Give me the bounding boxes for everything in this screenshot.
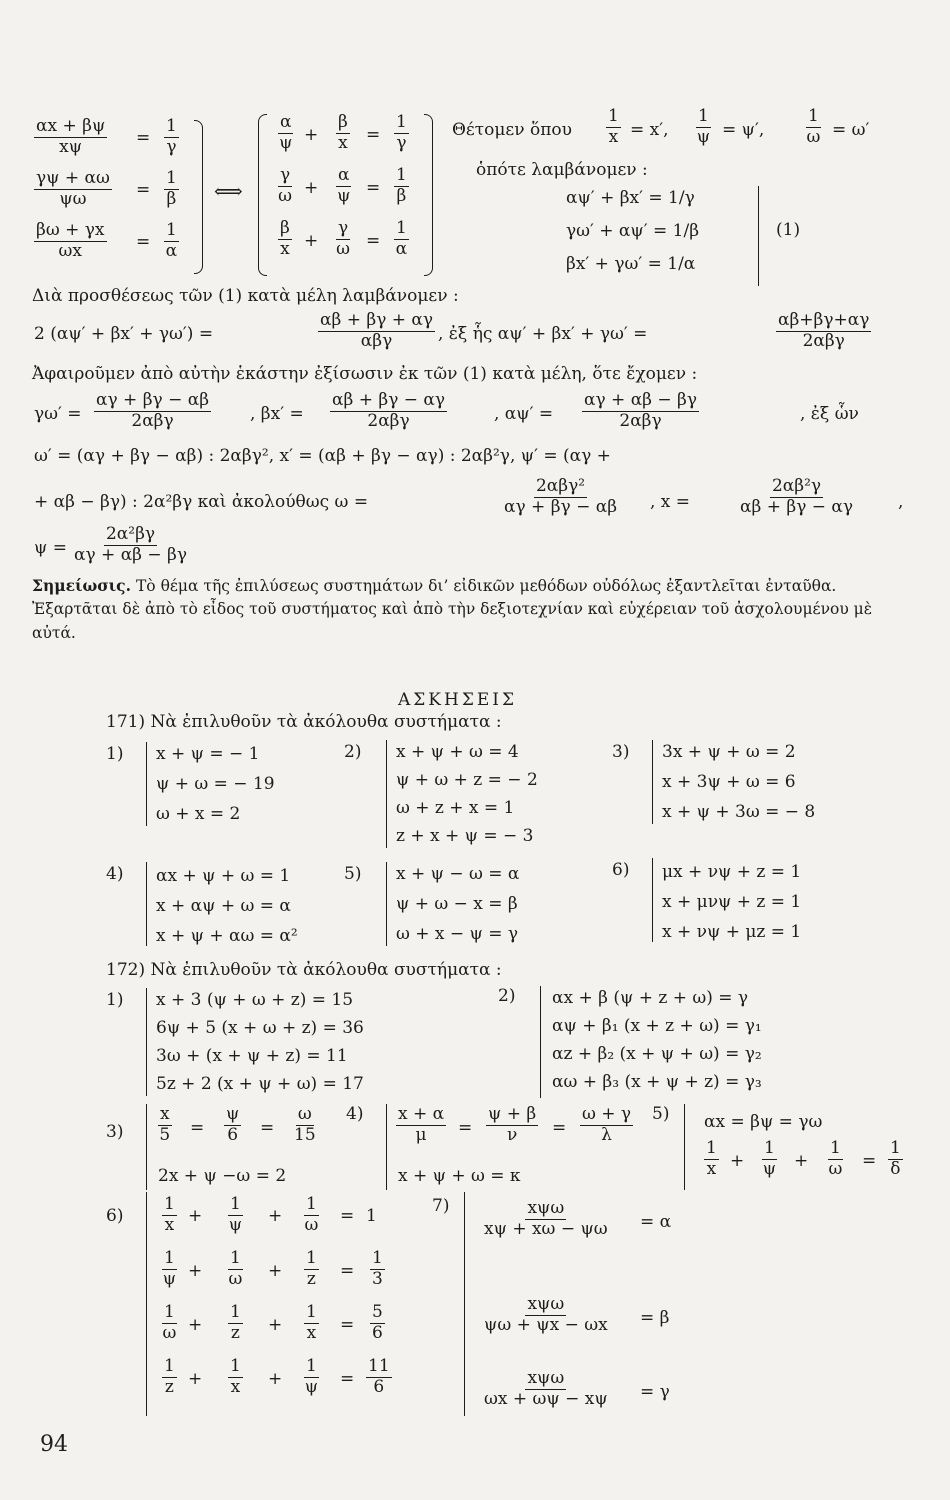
- plus: +: [268, 1206, 283, 1226]
- left-brace: [194, 120, 203, 274]
- text-line: γω′ =: [34, 404, 82, 424]
- left-frac: γψ + αω ψω: [36, 168, 110, 209]
- sys-row: μx + νψ + z = 1: [662, 862, 802, 882]
- eq: =: [136, 232, 151, 252]
- sys-row: αx + ψ + ω = 1: [156, 866, 291, 886]
- frac: 1 z: [230, 1302, 241, 1343]
- sys-label: 6): [106, 1206, 124, 1226]
- frac: α ψ: [279, 112, 293, 153]
- eq: =: [340, 1369, 355, 1389]
- sys-row: αω + β₃ (x + ψ + z) = γ₃: [552, 1072, 762, 1092]
- frac: 1 β: [396, 165, 407, 206]
- eq: =: [552, 1118, 567, 1138]
- eq: =: [190, 1118, 205, 1138]
- setting-text: Θέτομεν ὅπου: [452, 120, 572, 140]
- setting-value: = ψ′,: [722, 120, 765, 140]
- frac: β x: [338, 112, 348, 153]
- text-line: , ἐξ ὧν: [800, 404, 859, 424]
- note-body: Τὸ θέμα τῆς ἐπιλύσεως συστημάτων δι’ εἰδικῶν μεθόδων οὐδόλως ἐξαντλεῖται ἐνταῦθα. Ἐξαρτᾶται δὲ ἀπὸ τὸ εἶδος τοῦ συστήματος καὶ ἀπὸ τὴν δεξιοτεχνίαν καὶ εὐχέρειαν τοῦ ἀσχολουμένου μὲ αὐτά.: [32, 577, 873, 642]
- sys-row: x + ψ + 3ω = − 8: [662, 802, 816, 822]
- setting-value: = x′,: [630, 120, 669, 140]
- frac: αβ+βγ+αγ 2αβγ: [778, 310, 870, 351]
- frac: 11 6: [368, 1356, 390, 1397]
- frac: αβ + βγ − αγ 2αβγ: [332, 390, 446, 431]
- exercises-title: ΑΣΚΗΣΕΙΣ: [398, 690, 517, 710]
- sys-row: ψ + ω + z = − 2: [396, 770, 538, 790]
- frac: ψ 6: [226, 1104, 240, 1145]
- sys-bar: [146, 988, 147, 1096]
- sys-label: 6): [612, 860, 630, 880]
- sys-row: αz + β₂ (x + ψ + ω) = γ₂: [552, 1044, 762, 1064]
- frac: 1 x: [306, 1302, 317, 1343]
- frac: 1 z: [306, 1248, 317, 1289]
- eq: =: [366, 125, 381, 145]
- sys-bar: [652, 858, 653, 942]
- sys-row: ω + z + x = 1: [396, 798, 515, 818]
- frac: αγ + βγ − αβ 2αβγ: [96, 390, 210, 431]
- frac: 5 6: [372, 1302, 383, 1343]
- sys-bar: [146, 1192, 147, 1416]
- right-frac: 1 α: [165, 220, 178, 261]
- eq: =: [366, 178, 381, 198]
- right-frac: 1 γ: [166, 116, 177, 157]
- sys-bar: [684, 1104, 685, 1190]
- text-line: , ἐξ ἧς αψ′ + βx′ + γω′ =: [438, 324, 648, 344]
- frac: ω + γ λ: [582, 1104, 632, 1145]
- frac: 1 ω: [228, 1248, 243, 1289]
- sys-row: x + ψ − ω = α: [396, 864, 520, 884]
- sys-row: ω + x = 2: [156, 804, 241, 824]
- exercise-171: 171) Νὰ ἐπιλυθοῦν τὰ ἀκόλουθα συστήματα :: [106, 712, 502, 732]
- then-text: ὁπότε λαμβάνομεν :: [476, 160, 648, 180]
- sys-row: x + ψ + ω = κ: [398, 1166, 521, 1186]
- sys-row: 5z + 2 (x + ψ + ω) = 17: [156, 1074, 364, 1094]
- sys-row: 3x + ψ + ω = 2: [662, 742, 796, 762]
- frac: 1 ω: [828, 1138, 843, 1179]
- eq: =: [340, 1206, 355, 1226]
- frac: 1 ω: [304, 1194, 319, 1235]
- plus: +: [268, 1315, 283, 1335]
- sys-label: 3): [106, 1122, 124, 1142]
- rhs: 1: [366, 1206, 377, 1226]
- sys-row: x + ψ + αω = α²: [156, 926, 298, 946]
- frac: αβ + βγ + αγ αβγ: [320, 310, 434, 351]
- setting-value: = ω′: [832, 120, 870, 140]
- frac: xψω xψ + xω − ψω: [484, 1198, 608, 1239]
- text-line: Διὰ προσθέσεως τῶν (1) κατὰ μέλη λαμβάνομεν :: [32, 286, 459, 306]
- iff-arrow: ⟺: [214, 179, 243, 203]
- text-line: , αψ′ =: [494, 404, 554, 424]
- frac: γ ω: [278, 165, 293, 206]
- frac: 1 ψ: [304, 1356, 319, 1397]
- plus: +: [304, 178, 319, 198]
- frac: 1 δ: [890, 1138, 901, 1179]
- lin-eq: αψ′ + βx′ = 1/γ: [566, 188, 695, 208]
- rhs: = γ: [640, 1382, 670, 1402]
- right-brace: [424, 114, 433, 276]
- sys-label: 7): [432, 1196, 450, 1216]
- frac: x 5: [159, 1104, 171, 1145]
- sys-row: x + νψ + μz = 1: [662, 922, 802, 942]
- sys-row: 3ω + (x + ψ + z) = 11: [156, 1046, 348, 1066]
- frac: xψω ψω + ψx − ωx: [484, 1294, 608, 1335]
- eq: =: [136, 128, 151, 148]
- plus: +: [268, 1369, 283, 1389]
- sys-bar: [386, 1104, 387, 1190]
- text-line: ,: [898, 492, 904, 512]
- eq: =: [136, 180, 151, 200]
- sys-bar: [652, 740, 653, 824]
- sys-row: x + 3 (ψ + ω + z) = 15: [156, 990, 354, 1010]
- plus: +: [794, 1151, 809, 1171]
- middle-brace: [258, 114, 267, 276]
- sys-label: 1): [106, 990, 124, 1010]
- frac: 1 x: [608, 106, 619, 147]
- lin-eq: βx′ + γω′ = 1/α: [566, 254, 696, 274]
- lin-bar: [758, 186, 759, 286]
- plus: +: [188, 1261, 203, 1281]
- frac: 2αβ²γ αβ + βγ − αγ: [740, 476, 854, 517]
- note: [32, 574, 912, 645]
- sys-row: 6ψ + 5 (x + ω + z) = 36: [156, 1018, 364, 1038]
- frac: 1 x: [230, 1356, 241, 1397]
- sys-row: αx = βψ = γω: [704, 1112, 823, 1132]
- frac: 1 x: [164, 1194, 175, 1235]
- text-line: , βx′ =: [250, 404, 304, 424]
- sys-row: ψ + ω − x = β: [396, 894, 518, 914]
- text-line: 2 (αψ′ + βx′ + γω′) =: [34, 324, 214, 344]
- frac: x + α μ: [398, 1104, 445, 1145]
- plus: +: [188, 1206, 203, 1226]
- frac: xψω ωx + ωψ − xψ: [484, 1368, 608, 1409]
- text-line: ψ =: [34, 538, 67, 558]
- page-number: 94: [40, 1432, 68, 1457]
- eq: =: [366, 231, 381, 251]
- text-line: ω′ = (αγ + βγ − αβ) : 2αβγ², x′ = (αβ + βγ − αγ) : 2αβ²γ, ψ′ = (αγ +: [34, 446, 611, 466]
- text-line: , x =: [650, 492, 691, 512]
- sys-row: 2x + ψ −ω = 2: [158, 1166, 287, 1186]
- plus: +: [188, 1315, 203, 1335]
- frac: 2αβγ² αγ + βγ − αβ: [504, 476, 618, 517]
- text-line: Ἀφαιροῦμεν ἀπὸ αὐτὴν ἑκάστην ἐξίσωσιν ἐκ τῶν (1) κατὰ μέλη, ὅτε ἔχομεν :: [32, 364, 698, 384]
- sys-row: x + μνψ + z = 1: [662, 892, 802, 912]
- sys-bar: [146, 742, 147, 826]
- frac: 2α²βγ αγ + αβ − βγ: [74, 524, 188, 565]
- sys-row: z + x + ψ = − 3: [396, 826, 534, 846]
- sys-row: αx + β (ψ + z + ω) = γ: [552, 988, 749, 1008]
- text-line: + αβ − βγ) : 2α²βγ καὶ ἀκολούθως ω =: [34, 492, 369, 512]
- sys-bar: [386, 740, 387, 848]
- sys-bar: [464, 1192, 465, 1416]
- plus: +: [268, 1261, 283, 1281]
- frac: 1 ψ: [228, 1194, 243, 1235]
- sys-row: x + ψ + ω = 4: [396, 742, 519, 762]
- exercise-172: 172) Νὰ ἐπιλυθοῦν τὰ ἀκόλουθα συστήματα :: [106, 960, 502, 980]
- note-head: Σημείωσις.: [32, 576, 132, 595]
- rhs: = α: [640, 1212, 672, 1232]
- sys-bar: [540, 986, 541, 1098]
- plus: +: [304, 125, 319, 145]
- sys-label: 4): [346, 1104, 364, 1124]
- plus: +: [730, 1151, 745, 1171]
- frac: 1 ω: [162, 1302, 177, 1343]
- sys-label: 2): [498, 986, 516, 1006]
- sys-bar: [146, 862, 147, 946]
- frac: 1 x: [706, 1138, 717, 1179]
- sys-row: ψ + ω = − 19: [156, 774, 275, 794]
- eq: =: [862, 1151, 877, 1171]
- sys-label: 5): [652, 1104, 670, 1124]
- sys-row: ω + x − ψ = γ: [396, 924, 519, 944]
- frac: ω 15: [294, 1104, 316, 1145]
- frac: α ψ: [337, 165, 351, 206]
- sys-label: 2): [344, 742, 362, 762]
- rhs: = β: [640, 1308, 670, 1328]
- eq: =: [340, 1315, 355, 1335]
- sys-label: 4): [106, 864, 124, 884]
- sys-bar: [386, 862, 387, 946]
- frac: 1 γ: [396, 112, 407, 153]
- frac: 1 3: [372, 1248, 383, 1289]
- sys-label: 5): [344, 864, 362, 884]
- sys-bar: [146, 1104, 147, 1190]
- left-frac: αx + βψ xψ: [36, 116, 106, 157]
- frac: 1 ψ: [762, 1138, 777, 1179]
- frac: 1 ψ: [162, 1248, 177, 1289]
- eq: =: [340, 1261, 355, 1281]
- eq-label: (1): [776, 220, 801, 240]
- eq: =: [458, 1118, 473, 1138]
- sys-label: 3): [612, 742, 630, 762]
- plus: +: [188, 1369, 203, 1389]
- sys-row: x + αψ + ω = α: [156, 896, 291, 916]
- sys-row: x + 3ψ + ω = 6: [662, 772, 796, 792]
- sys-label: 1): [106, 744, 124, 764]
- frac: γ ω: [336, 218, 351, 259]
- plus: +: [304, 231, 319, 251]
- frac: 1 α: [395, 218, 408, 259]
- right-frac: 1 β: [166, 168, 177, 209]
- frac: αγ + αβ − βγ 2αβγ: [584, 390, 698, 431]
- left-frac: βω + γx ωx: [36, 220, 105, 261]
- frac: 1 z: [164, 1356, 175, 1397]
- sys-row: αψ + β₁ (x + z + ω) = γ₁: [552, 1016, 762, 1036]
- frac: 1 ψ: [696, 106, 711, 147]
- lin-eq: γω′ + αψ′ = 1/β: [566, 221, 700, 241]
- frac: 1 ω: [806, 106, 821, 147]
- frac: β x: [280, 218, 290, 259]
- sys-row: x + ψ = − 1: [156, 744, 260, 764]
- eq: =: [260, 1118, 275, 1138]
- frac: ψ + β ν: [488, 1104, 537, 1145]
